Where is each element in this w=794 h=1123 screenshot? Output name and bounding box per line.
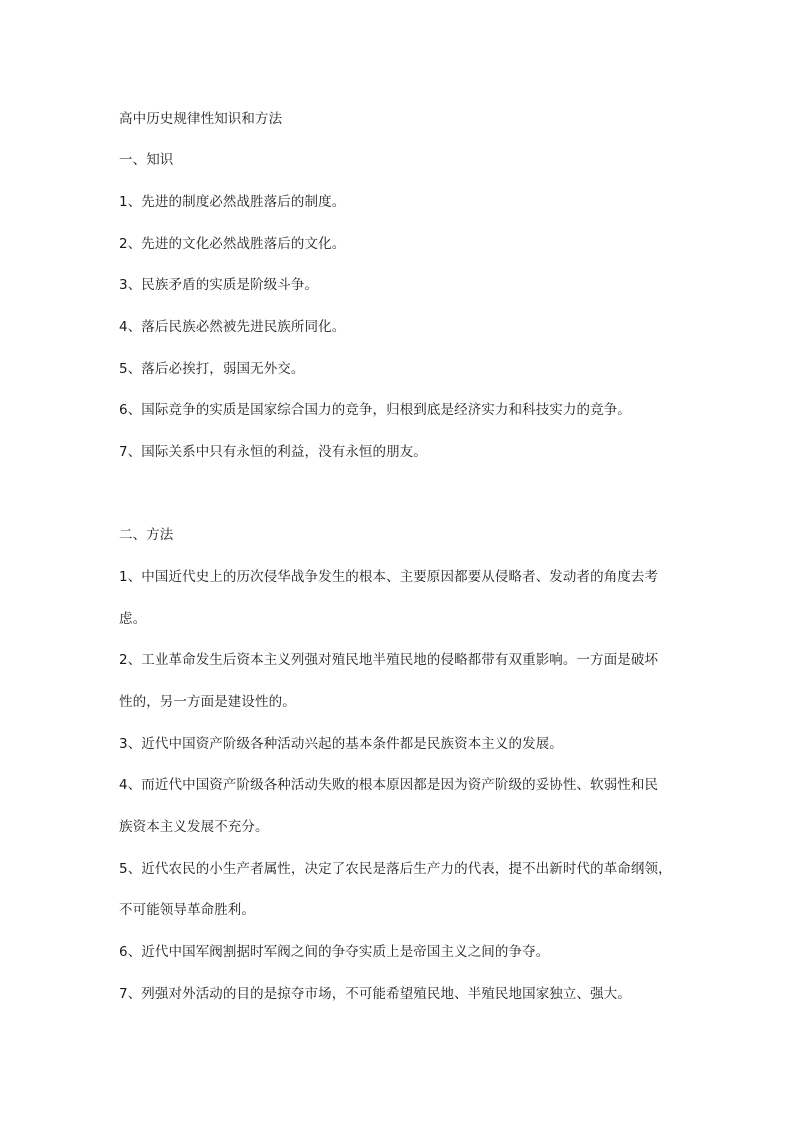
method-line: 性的，另一方面是建设性的。 [119, 694, 296, 710]
method-line: 族资本主义发展不充分。 [119, 819, 269, 835]
method-line: 6、近代中国军阀割据时军阀之间的争夺实质上是帝国主义之间的争夺。 [119, 944, 550, 960]
method-line: 5、近代农民的小生产者属性，决定了农民是落后生产力的代表，提不出新时代的革命纲领， [119, 861, 672, 877]
knowledge-item: 1、先进的制度必然战胜落后的制度。 [119, 194, 346, 210]
document-title: 高中历史规律性知识和方法 [119, 111, 283, 127]
section-heading-knowledge: 一、知识 [119, 152, 174, 168]
section-heading-method: 二、方法 [119, 527, 174, 543]
knowledge-item: 3、民族矛盾的实质是阶级斗争。 [119, 277, 319, 293]
method-line: 不可能领导革命胜利。 [119, 902, 255, 918]
knowledge-item: 7、国际关系中只有永恒的利益，没有永恒的朋友。 [119, 444, 427, 460]
knowledge-item: 4、落后民族必然被先进民族所同化。 [119, 319, 346, 335]
method-line: 1、中国近代史上的历次侵华战争发生的根本、主要原因都要从侵略者、发动者的角度去考 [119, 569, 659, 585]
method-line: 3、近代中国资产阶级各种活动兴起的基本条件都是民族资本主义的发展。 [119, 736, 563, 752]
method-line: 4、而近代中国资产阶级各种活动失败的根本原因都是因为资产阶级的妥协性、软弱性和民 [119, 777, 659, 793]
knowledge-item: 2、先进的文化必然战胜落后的文化。 [119, 236, 346, 252]
knowledge-item: 6、国际竞争的实质是国家综合国力的竞争，归根到底是经济实力和科技实力的竞争。 [119, 402, 631, 418]
method-line: 虑。 [119, 611, 147, 627]
knowledge-item: 5、落后必挨打，弱国无外交。 [119, 361, 305, 377]
method-line: 2、工业革命发生后资本主义列强对殖民地半殖民地的侵略都带有双重影响。一方面是破坏 [119, 652, 659, 668]
method-line: 7、列强对外活动的目的是掠夺市场，不可能希望殖民地、半殖民地国家独立、强大。 [119, 986, 631, 1002]
